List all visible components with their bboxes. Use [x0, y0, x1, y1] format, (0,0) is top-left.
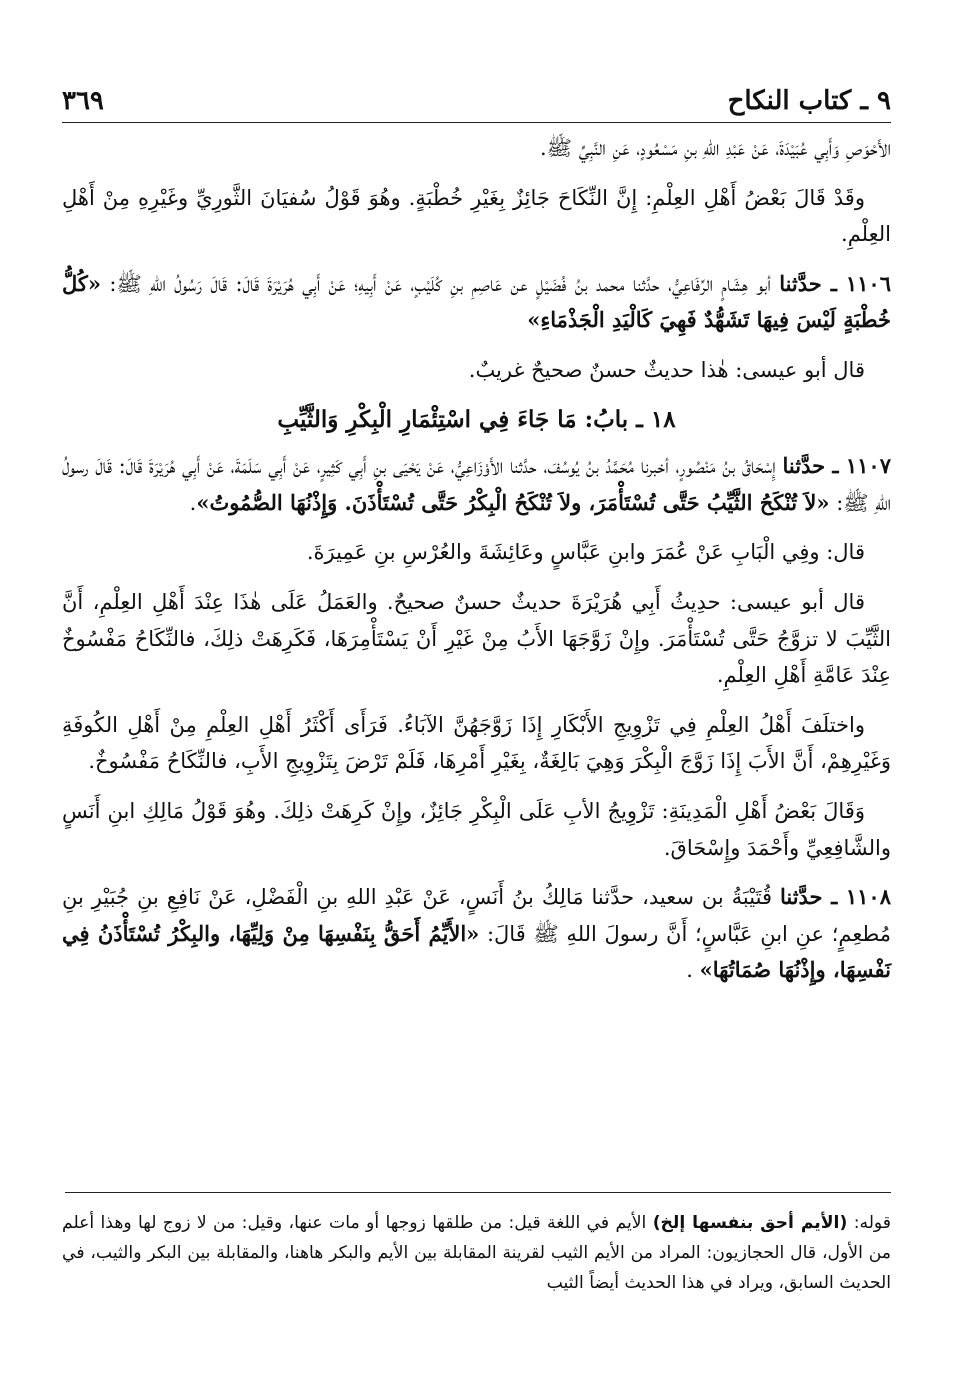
hadith-number: ١١٠٨ ـ حدَّثنا [779, 884, 891, 910]
paragraph-madina-opinion: وَقَالَ بَعْضُ أَهْلِ الْمَدِينَةِ: تَزْوِيجُ الأبِ عَلَى الْبِكْرِ جَائِزٌ، وإِنْ كَرِهَتْ ذلِكَ. وهُوَ قَوْلُ مَالِكِ ابنِ أَنَسٍ والشَّافِعِيِّ وأَحْمَدَ وإِسْحَاقَ. [62, 798, 891, 860]
footnote-text: الأيم في اللغة قيل: من طلقها زوجها أو مات عنها، وقيل: من لا زوج لها وهذا أعلم من الأول، قال الحجازيون: المراد من الأيم الثيب لقرينة المقابلة بين الأيم والبكر هاهنا، والمقابلة بين البكر والثيب، في الحديث السابق، ويراد في هذا الحديث أيضاً الثيب [62, 1213, 891, 1293]
hadith-grade: قال أبو عيسى: هٰذا حديثٌ حسنٌ صحيحٌ غريبٌ. [468, 357, 865, 382]
page-number: ٣٦٩ [62, 86, 104, 116]
paragraph-isnad-end: الأَحْوَصِ وَأَبِي عُبَيْدَةَ، عَنْ عَبْدِ اللهِ بنِ مَسْعُودٍ، عَنِ النَّبِيِّ ﷺ. [539, 136, 891, 160]
hadith-1106 [62, 266, 891, 339]
hadith-isnad: إِسْحَاقُ بنُ مَنْصُورٍ، أخبرنا مُحَمَّدُ بنُ يُوسُفَ، حدَّثنا الأَوْزَاعِيُّ، عَنْ يَحْيَى بنِ أَبِي كَثِيرٍ، عَنْ أَبِي سَلَمَةَ، عَنْ أَبِي هُرَيْرَةَ قَالَ: قَالَ رسولُ اللهِ ﷺ: [62, 454, 891, 515]
hadith-end-mark: . [189, 490, 197, 515]
footnote-divider [65, 1192, 891, 1193]
main-text [62, 130, 891, 1002]
paragraph-abu-isa-comment: قال أبو عيسى: حدِيثُ أَبِي هُرَيْرَةَ حديثٌ حسنٌ صحيحٌ. والعَمَلُ عَلَى هٰذَا عِنْدَ أَهْلِ العِلْمِ، أَنَّ الثَّيِّبَ لا تزوَّجُ حَتَّى تُسْتَأْمَرَ. وإِنْ زَوَّجَهَا الأَبُ مِنْ غَيْرِ أَنْ يَسْتَأْمِرَهَا، فَكَرِهَتْ ذلِكَ، فالنِّكَاحُ مَفْسُوخٌ عِنْدَ عَامَّةِ أَهْلِ العِلْمِ. [62, 589, 891, 688]
paragraph-scholars-disagreement: واختلَفَ أَهْلُ العِلْمِ فِي تَزْوِيجِ الأَبْكَارِ إِذَا زَوَّجَهُنَّ الآبَاءُ. فَرَأَى أَكْثَرُ أَهْلِ العِلْمِ مِنْ أَهْلِ الكُوفَةِ وَغَيْرِهِمْ، أَنَّ الأَبَ إِذَا زَوَّجَ الْبِكْرَ وَهِيَ بَالِغَةٌ، بِغَيْرِ أَمْرِهَا، فَلَمْ تَرْضَ بِتَزْوِيجِ الأَبِ، فالنِّكَاحُ مَفْسُوخٌ. [62, 712, 891, 774]
hadith-end-mark: . [686, 958, 693, 983]
footnote-lead: قوله: [853, 1213, 892, 1233]
paragraph-bab-references: قال: وفِي الْبَابِ عَنْ عُمَرَ وابنِ عَبَّاسٍ وعَائِشَةَ والعُرْسِ بنِ عَمِيرَةَ. [306, 540, 865, 565]
footnote-term: (الأيم أحق بنفسها إلخ) [652, 1213, 848, 1233]
running-chapter-title: ٩ ـ كتاب النكاح [727, 86, 891, 116]
paragraph-khutbah-opinion: وقَدْ قَالَ بَعْضُ أَهْلِ العِلْمِ: إِنَّ النِّكَاحَ جَائِزٌ بِغَيْرِ خُطْبَةٍ. وهُوَ قَوْلُ سُفيَانَ الثَّورِيِّ وغَيْرِهِ مِنْ أَهْلِ العِلْمِ. [62, 185, 891, 247]
chapter-heading: ١٨ ـ بابُ: مَا جَاءَ فِي اسْتِئْمَارِ الْبِكْرِ وَالثَّيِّبِ [277, 405, 676, 433]
hadith-number: ١١٠٦ ـ حدَّثنا [779, 270, 891, 296]
hadith-1107 [62, 448, 891, 521]
page-header [62, 66, 891, 123]
hadith-1108 [62, 879, 891, 989]
hadith-isnad: قُتَيْبَةُ بن سعيد، حدَّثنا مَالِكُ بنُ أَنَسٍ، عَنْ عَبْدِ اللهِ بنِ الْفَضْلِ، عَنْ نَافِعِ بنِ جُبَيْرِ بنِ مُطعِمٍ؛ عنِ ابنِ عَبَّاسٍ؛ أَنَّ رسولَ اللهِ ﷺ قَالَ: [62, 885, 891, 946]
hadith-isnad: أبو هِشَامٍ الرِّفَاعِيُّ، حدَّثنا محمد بنُ فُضَيْلٍ عن عَاصِمِ بنِ كُلَيْبٍ، عَنْ أَبِيهِ؛ عَنْ أَبِي هُرَيْرَةَ قَالَ: قَالَ رَسُولُ اللهِ ﷺ: [109, 271, 771, 296]
hadith-number: ١١٠٧ ـ حدَّثنا [782, 453, 891, 479]
hadith-matn: «لاَ تُنْكَحُ الثَّيِّبُ حَتَّى تُسْتَأْمَرَ، ولاَ تُنْكَحُ الْبِكْرُ حَتَّى تُسْتَأْذَنَ. وَإِذْنُهَا الصُّمُوتُ» [196, 489, 830, 515]
footnote [62, 1208, 891, 1298]
hadith-matn: «الأَيِّمُ أَحَقُّ بِنَفْسِهَا مِنْ وَلِيِّهَا، والبِكْرُ تُسْتَأْذَنُ فِي نَفْسِهَا، وإِذْنُهَا صُمَاتُهَا» [62, 920, 891, 983]
hadith-matn: «كُلُّ خُطْبَةٍ لَيْسَ فِيهَا تَشَهُّدٌ فَهِيَ كَالْيَدِ الْجَذْمَاءِ» [62, 270, 891, 333]
